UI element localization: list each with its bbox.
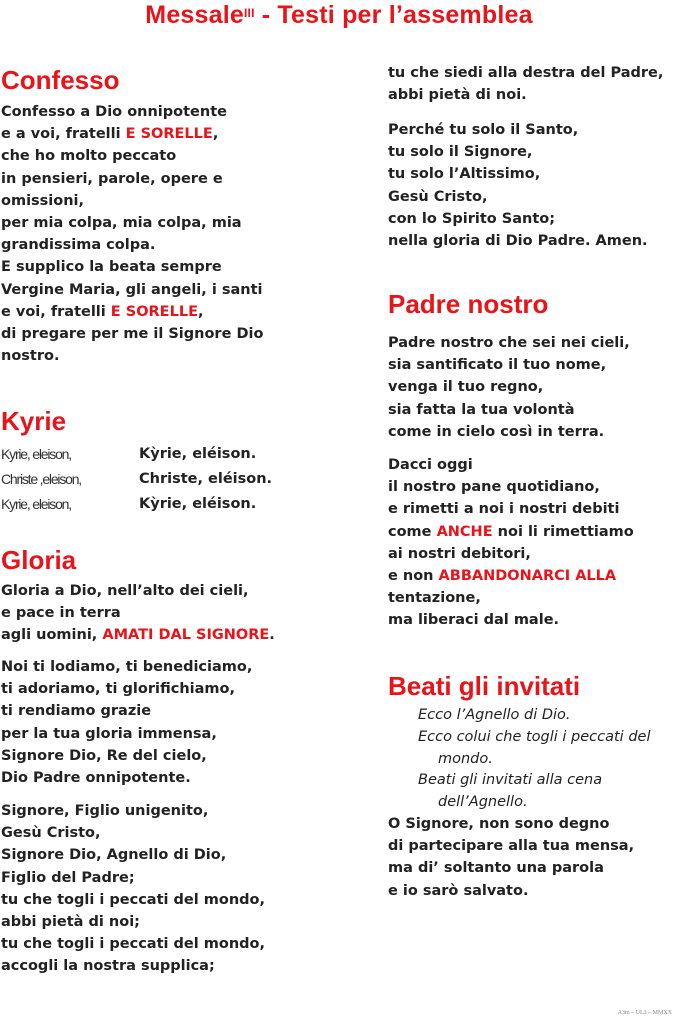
kyrie-row: Christe ,eleison, Christe, eléison.	[1, 471, 273, 487]
gloria-text-2: Noi ti lodiamo, ti benediciamo, ti adoriamo, ti glorifichiamo, ti rendiamo grazie per la tua gloria immensa, Signore Dio, Re del cielo, Dio Padre onnipotente.	[1, 659, 253, 787]
kyrie-row: Kyrie, eleison, Kỳrie, eléison.	[1, 446, 257, 462]
confesso-text: Confesso a Dio onnipotente e a voi, fratelli E SORELLE, che ho molto peccato in pensieri, parole, opere e omissioni, per mia colpa, mia colpa, mia grandissima colpa. E supplico la beata sempre Vergine Maria, gli angeli, i santi e voi, fratelli E SORELLE, di pregare per me il Signore Dio nostro.	[1, 104, 264, 365]
page-title: Messale$^{III}$ - Testi per l’assemblea	[145, 1, 533, 29]
gloria-text-3: Signore, Figlio unigenito, Gesù Cristo, Signore Dio, Agnello di Dio, Figlio del Padre; tu che togli i peccati del mondo, abbi pietà di noi; tu che togli i peccati del mondo, accogli la nostra supplica;	[1, 803, 265, 975]
gloria-text-1: Gloria a Dio, nell’alto dei cieli, e pace in terra agli uomini, AMATI DAL SIGNORE.	[1, 583, 275, 644]
padre-nostro-text-1: Padre nostro che sei nei cieli, sia santificato il tuo nome, venga il tuo regno, sia fatta la tua volontà come in cielo così in terra.	[388, 335, 630, 440]
kyrie-row: Kyrie, eleison, Kỳrie, eléison.	[1, 496, 257, 512]
gloria-text-5: Perché tu solo il Santo, tu solo il Signore, tu solo l’Altissimo, Gesù Cristo, con lo Spirito Santo; nella gloria di Dio Padre. Amen.	[388, 122, 648, 250]
gloria-text-4: tu che siedi alla destra del Padre, abbi pietà di noi.	[388, 65, 664, 104]
padre-nostro-heading: Padre nostro	[388, 289, 549, 319]
beati-response: O Signore, non sono degno di partecipare alla tua mensa, ma di’ soltanto una parola e io sarò salvato.	[388, 816, 635, 899]
beati-invocation: Ecco l’Agnello di Dio. Ecco colui che togli i peccati del mondo. Beati gli invitati alla cena dell’Agnello.	[418, 707, 651, 811]
gloria-heading: Gloria	[1, 545, 77, 575]
confesso-heading: Confesso	[1, 65, 120, 95]
padre-nostro-text-2: Dacci oggi il nostro pane quotidiano, e rimetti a noi i nostri debiti come ANCHE noi li rimettiamo ai nostri debitori, e non ABBANDONARCI ALLA tentazione, ma liberaci dal male.	[388, 457, 634, 629]
beati-heading: Beati gli invitati	[388, 671, 581, 701]
footer-code: A3m – UL3 – MMXX	[617, 1010, 672, 1016]
kyrie-heading: Kyrie	[1, 406, 67, 436]
